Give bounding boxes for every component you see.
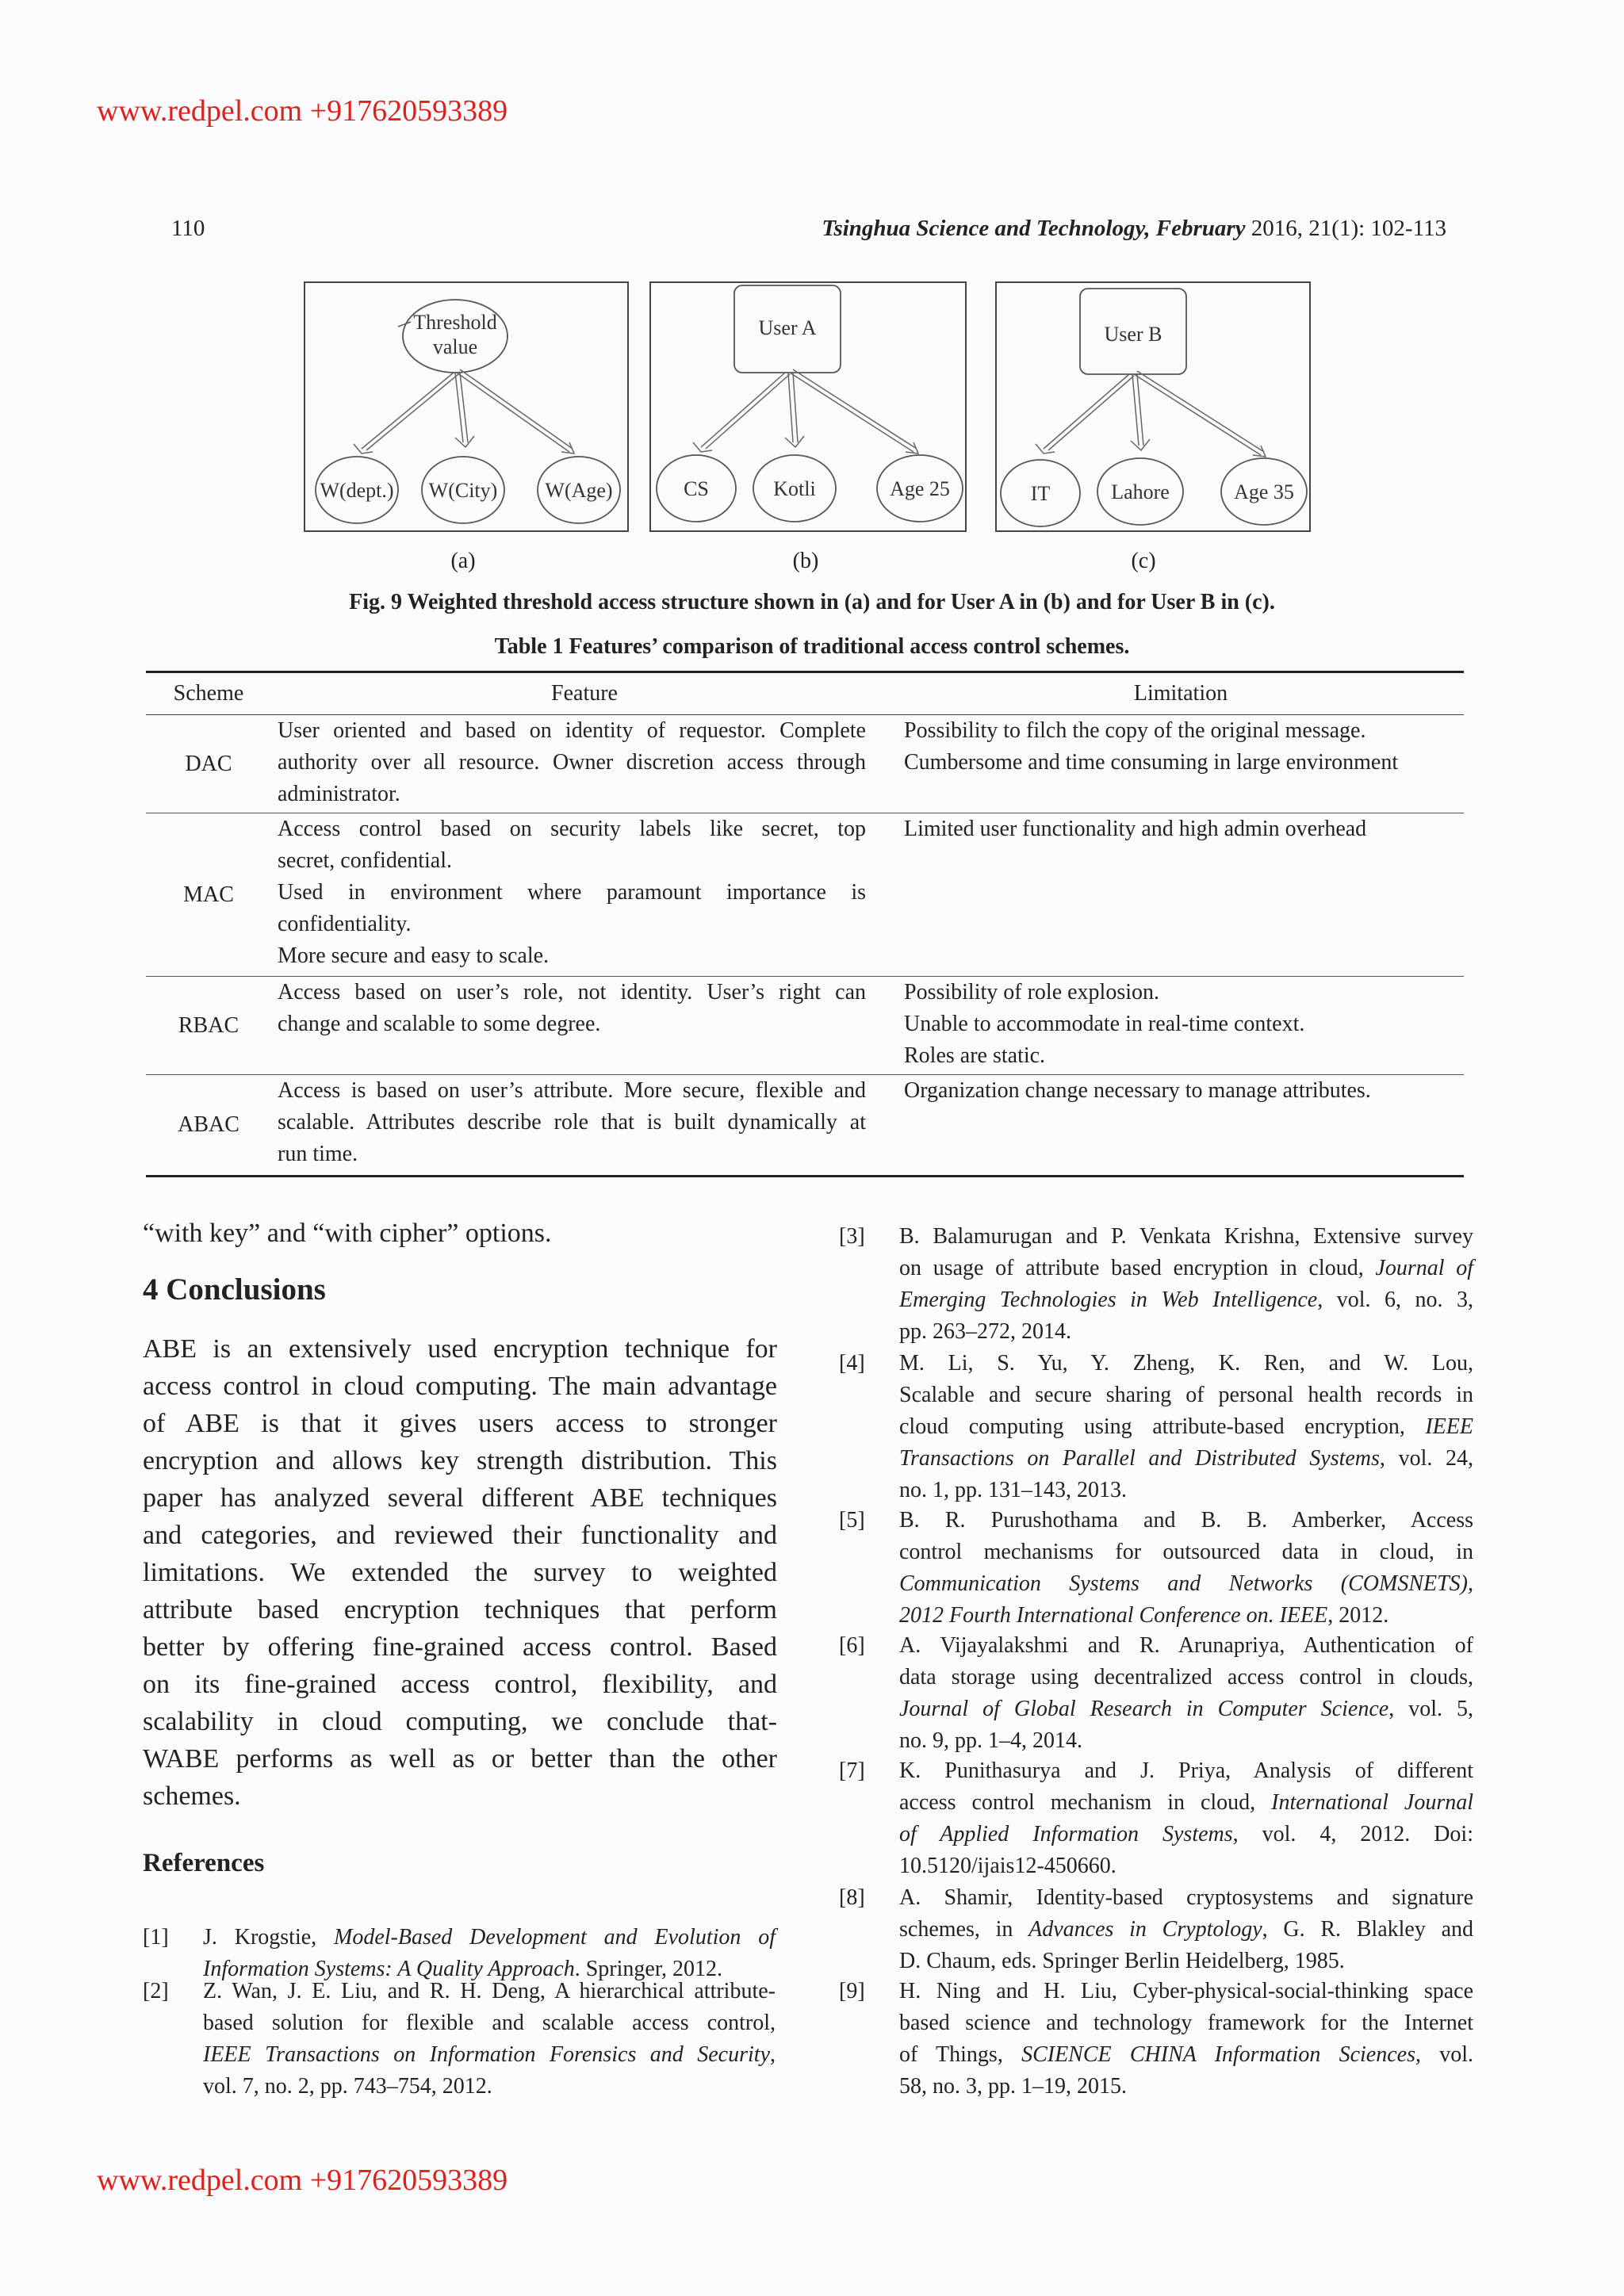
- reference-number: [1]: [143, 1925, 169, 1950]
- feature-cell: User oriented and based on identity of requestor. Complete authority over all resource. Owner discretion access through administrator.: [271, 715, 898, 813]
- section-heading: 4 Conclusions: [143, 1272, 326, 1307]
- paragraph-line: scalability in cloud computing, we conclude that-: [143, 1707, 777, 1736]
- column-header: Scheme: [146, 672, 271, 715]
- paragraph-line: paper has analyzed several different ABE techniques: [143, 1483, 777, 1513]
- reference-text: B. Balamurugan and P. Venkata Krishna, Extensive survey on usage of attribute based encryption in cloud, Journal of Emerging Technologies in Web Intelligence, vol. 6, no. 3, pp. 263–272, 2014.: [899, 1224, 1473, 1344]
- conclusion-paragraph: [143, 1330, 777, 1815]
- leaf-label: W(Age): [545, 479, 613, 502]
- paragraph-line: on its fine-grained access control, flexibility, and: [143, 1670, 777, 1699]
- feature-cell: Access based on user’s role, not identity. User’s right can change and scalable to some degree.: [271, 977, 898, 1075]
- reference-number: [4]: [839, 1351, 865, 1376]
- root-label: User A: [758, 316, 817, 339]
- reference-number: [7]: [839, 1758, 865, 1783]
- reference-number: [3]: [839, 1224, 865, 1249]
- scheme-cell: MAC: [146, 813, 271, 977]
- paragraph-line: limitations. We extended the survey to weighted: [143, 1558, 777, 1587]
- column-header: Limitation: [898, 672, 1464, 715]
- paragraph-line: encryption and allows key strength distribution. This: [143, 1446, 777, 1475]
- figure-panel-a: [304, 282, 628, 573]
- journal-issue: 2016, 21(1): 102-113: [1245, 216, 1446, 241]
- panel-label-c: (c): [1131, 549, 1156, 573]
- scheme-cell: ABAC: [146, 1075, 271, 1177]
- scheme-cell: DAC: [146, 715, 271, 813]
- leaf-label: Lahore: [1111, 480, 1170, 503]
- leaf-label: Kotli: [773, 477, 816, 500]
- reference-number: [8]: [839, 1885, 865, 1910]
- limitation-cell: Organization change necessary to manage attributes.: [898, 1075, 1464, 1177]
- table-row: [146, 977, 1464, 1075]
- leaf-label: Age 25: [890, 477, 950, 500]
- scheme-cell: RBAC: [146, 977, 271, 1075]
- reference-number: [9]: [839, 1979, 865, 2003]
- column-header: Feature: [271, 672, 898, 715]
- paragraph-line: attribute based encryption techniques that perform: [143, 1595, 777, 1624]
- reference-text: H. Ning and H. Liu, Cyber-physical-social-thinking space based science and technology framework for the Internet of Things, SCIENCE CHINA Information Sciences, vol. 58, no. 3, pp. 1–19, 2015.: [899, 1979, 1473, 2099]
- reference-number: [6]: [839, 1633, 865, 1658]
- leaf-label: IT: [1030, 482, 1051, 505]
- reference-text: J. Krogstie, Model-Based Development and Evolution of Information Systems: A Quality Approach. Springer, 2012.: [203, 1925, 776, 1981]
- table-header-row: [146, 672, 1464, 715]
- leaf-label: W(dept.): [320, 479, 394, 502]
- leaf-label: Age 35: [1234, 480, 1294, 503]
- reference-number: [5]: [839, 1508, 865, 1533]
- intro-line: “with key” and “with cipher” options.: [143, 1219, 552, 1248]
- feature-cell: Access control based on security labels like secret, top secret, confidential. Used in environment where paramount importance is confidentiality. More secure and easy to scale.: [271, 813, 898, 977]
- table-row: [146, 1075, 1464, 1177]
- figure-9: [0, 270, 1624, 587]
- table-caption: Table 1 Features’ comparison of traditional access control schemes.: [494, 634, 1130, 659]
- leaf-label: CS: [684, 477, 709, 500]
- table-row: [146, 813, 1464, 977]
- journal-name: Tsinghua Science and Technology, February: [822, 216, 1246, 241]
- reference-text: A. Shamir, Identity-based cryptosystems and signature schemes, in Advances in Cryptology, G. R. Blakley and D. Chaum, eds. Springer Berlin Heidelberg, 1985.: [899, 1885, 1473, 1973]
- table-row: [146, 715, 1464, 813]
- references-heading: References: [143, 1849, 265, 1877]
- page-number: 110: [171, 216, 205, 241]
- reference-text: K. Punithasurya and J. Priya, Analysis of different access control mechanism in cloud, International Journal of Applied Information Systems, vol. 4, 2012. Doi: 10.5120/ijais12-450660.: [899, 1758, 1473, 1878]
- figure-panel-c: [996, 282, 1310, 573]
- reference-text: A. Vijayalakshmi and R. Arunapriya, Authentication of data storage using decentralized access control in clouds, Journal of Global Research in Computer Science, vol. 5, no. 9, pp. 1–4, 2014.: [899, 1633, 1474, 1753]
- watermark-top: www.redpel.com +917620593389: [97, 94, 508, 128]
- panel-label-b: (b): [792, 549, 819, 573]
- panel-label-a: (a): [450, 549, 476, 573]
- reference-number: [2]: [143, 1979, 169, 2003]
- paragraph-line: access control in cloud computing. The main advantage: [143, 1372, 777, 1401]
- limitation-cell: Possibility to filch the copy of the original message. Cumbersome and time consuming in large environment: [898, 715, 1464, 813]
- figure-panel-b: [650, 282, 966, 573]
- figure-caption: Fig. 9 Weighted threshold access structure shown in (a) and for User A in (b) and for User B in (c).: [349, 590, 1275, 614]
- paragraph-line: and categories, and reviewed their functionality and: [143, 1521, 777, 1550]
- root-label-line2: value: [432, 335, 478, 358]
- features-table: [146, 671, 1464, 1177]
- paragraph-line: of ABE is that it gives users access to stronger: [143, 1409, 777, 1438]
- reference-text: M. Li, S. Yu, Y. Zheng, K. Ren, and W. Lou, Scalable and secure sharing of personal health records in cloud computing using attribute-based encryption, IEEE Transactions on Parallel and Distributed Systems, vol. 24, no. 1, pp. 131–143, 2013.: [899, 1351, 1473, 1502]
- paragraph-line: better by offering fine-grained access control. Based: [143, 1632, 777, 1662]
- leaf-label: W(City): [428, 479, 498, 502]
- feature-cell: Access is based on user’s attribute. More secure, flexible and scalable. Attributes describe role that is built dynamically at run time.: [271, 1075, 898, 1177]
- root-label: User B: [1104, 323, 1162, 346]
- limitation-cell: Limited user functionality and high admin overhead: [898, 813, 1464, 977]
- paragraph-line: WABE performs as well as or better than the other: [143, 1744, 777, 1774]
- paragraph-line: schemes.: [143, 1781, 241, 1811]
- paragraph-line: ABE is an extensively used encryption technique for: [143, 1334, 777, 1364]
- running-header: [822, 216, 1446, 242]
- reference-text: B. R. Purushothama and B. B. Amberker, Access control mechanisms for outsourced data in cloud, in Communication Systems and Networks (COMSNETS), 2012 Fourth International Conference on. IEEE, 2012.: [899, 1508, 1473, 1628]
- limitation-cell: Possibility of role explosion. Unable to accommodate in real-time context. Roles are static.: [898, 977, 1464, 1075]
- reference-text: Z. Wan, J. E. Liu, and R. H. Deng, A hierarchical attribute- based solution for flexible and scalable access control, IEEE Transactions on Information Forensics and Security, vol. 7, no. 2, pp. 743–754, 2012.: [203, 1979, 776, 2099]
- root-label-line1: Threshold: [413, 311, 497, 334]
- watermark-bottom: www.redpel.com +917620593389: [97, 2164, 508, 2197]
